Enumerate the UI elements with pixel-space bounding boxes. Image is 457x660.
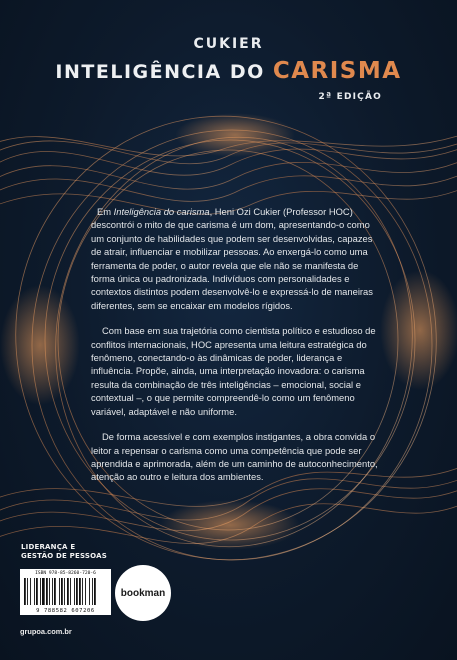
blurb-p1-intro: Em xyxy=(97,206,114,217)
back-cover-blurb xyxy=(91,205,382,496)
blurb-paragraph-3: De forma acessível e com exemplos instigantes, a obra convida o leitor a repensar o carisma como uma competência que pode ser aprendida e aprimorada, além de um caminho de autoconhecimento, atenção ao outro e leitura dos ambientes. xyxy=(91,431,378,483)
title-part-2: CARISMA xyxy=(272,58,402,84)
edition-label: 2ª EDIÇÃO xyxy=(318,92,382,102)
author-name: CUKIER xyxy=(193,36,264,52)
category-line-1: LIDERANÇA E xyxy=(21,543,76,551)
publisher-logo xyxy=(115,565,171,621)
blurb-p1-text: , Heni Ozi Cukier (Professor HOC) descontrói o mito de que carisma é um dom, apresentando-o como um conjunto de habilidades que podem ser desenvolvidas, capazes de atrair, influenciar e mobilizar pessoas. Ao enxergá-lo como uma ferramenta de poder, o autor revela que ele não se manifesta de forma única ou padronizada. Indivíduos com personalidades e contextos distintos podem desenvolvê-lo e expressá-lo de maneiras diferentes, sem se encaixar em modelos rígidos. xyxy=(91,206,373,311)
publisher-logo-text: bookman xyxy=(120,587,166,599)
book-title xyxy=(0,58,457,84)
barcode-number: 9 788582 607206 xyxy=(36,608,95,614)
title-part-1: INTELIGÊNCIA DO xyxy=(55,61,273,83)
publisher-website: grupoa.com.br xyxy=(20,627,72,636)
barcode-bars xyxy=(24,578,107,605)
isbn-barcode xyxy=(20,569,111,615)
category-line-2: GESTÃO DE PESSOAS xyxy=(21,552,107,560)
isbn-text: ISBN 978-85-8260-720-6 xyxy=(35,571,96,576)
blurb-paragraph-1 xyxy=(91,205,382,312)
subject-category xyxy=(21,543,107,561)
blurb-book-title: Inteligência do carisma xyxy=(113,206,210,217)
blurb-paragraph-2: Com base em sua trajetória como cientista político e estudioso de conflitos internacionais, HOC apresenta uma leitura estratégica do fenômeno, conectando-o às dinâmicas de poder, liderança e influência. Propõe, ainda, uma interpretação inovadora: o carisma resulta da combinação de três inteligências – emocional, social e contextual –, o que permite compreendê-lo como um fenômeno variável, adaptável e não uniforme. xyxy=(91,325,376,417)
